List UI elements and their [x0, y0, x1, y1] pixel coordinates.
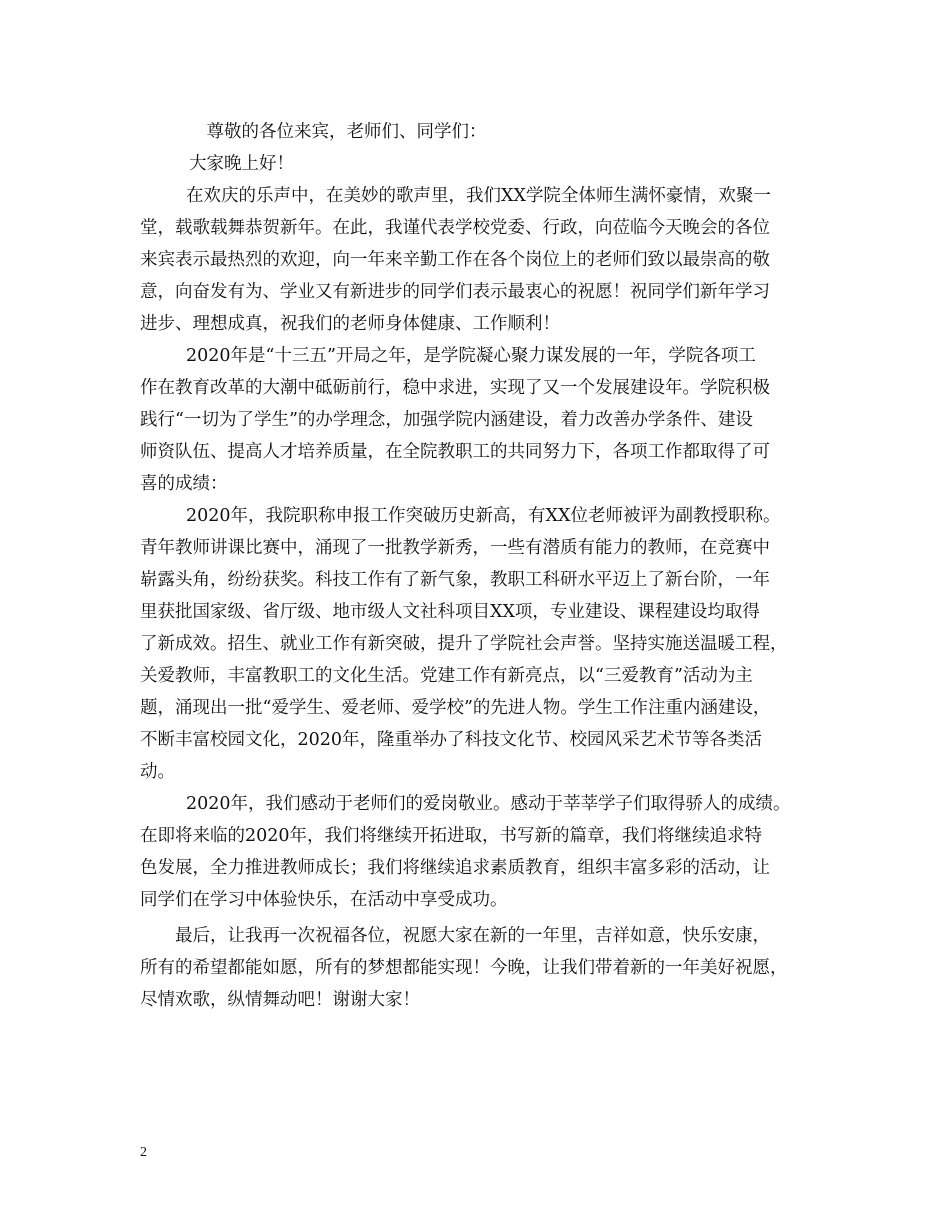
speech-body: [140, 116, 830, 1016]
greeting-line: 大家晚上好！: [189, 154, 294, 174]
paragraph-4-line-2: 在即将来临的2020年，我们将继续开拓进取，书写新的篇章，我们将继续追求特: [140, 826, 763, 846]
closing-line-1: 最后，让我再一次祝福各位，祝愿大家在新的一年里，吉祥如意，快乐安康，: [175, 926, 770, 946]
paragraph-3-line-5: 了新成效。招生、就业工作有新突破，提升了学院社会声誉。坚持实施送温暖工程，: [140, 634, 788, 654]
paragraph-3-line-3: 崭露头角，纷纷获奖。科技工作有了新气象，教职工科研水平迈上了新台阶，一年: [140, 570, 770, 590]
closing-line-3: 尽情欢歌，纵情舞动吧！谢谢大家！: [140, 990, 420, 1010]
paragraph-3-line-4: 里获批国家级、省厅级、地市级人文社科项目XX项，专业建设、课程建设均取得: [140, 602, 760, 622]
paragraph-1-line-5: 进步、理想成真，祝我们的老师身体健康、工作顺利！: [140, 314, 560, 334]
salutation-line: 尊敬的各位来宾，老师们、同学们：: [189, 122, 487, 142]
paragraph-3-line-1: 2020年，我院职称申报工作突破历史新高，有XX位老师被评为副教授职称。: [186, 506, 781, 526]
paragraph-3-line-9: 动。: [140, 762, 175, 782]
paragraph-1-line-3: 来宾表示最热烈的欢迎，向一年来辛勤工作在各个岗位上的老师们致以最崇高的敬: [140, 250, 770, 270]
paragraph-3-line-6: 关爱教师，丰富教职工的文化生活。党建工作有新亮点，以“三爱教育”活动为主: [140, 666, 753, 686]
paragraph-3-line-2: 青年教师讲课比赛中，涌现了一批教学新秀，一些有潜质有能力的教师，在竞赛中: [140, 538, 770, 558]
paragraph-3-line-7: 题，涌现出一批“爱学生、爱老师、爱学校”的先进人物。学生工作注重内涵建设，: [140, 698, 771, 718]
paragraph-1-line-4: 意，向奋发有为、学业又有新进步的同学们表示最衷心的祝愿！祝同学们新年学习: [140, 282, 770, 302]
paragraph-2-line-1: 2020年是“十三五”开局之年，是学院凝心聚力谋发展的一年，学院各项工: [186, 346, 756, 366]
paragraph-1-line-1: 在欢庆的乐声中，在美妙的歌声里，我们XX学院全体师生满怀豪情，欢聚一: [186, 186, 771, 206]
paragraph-3-line-8: 不断丰富校园文化，2020年，隆重举办了科技文化节、校园风采艺术节等各类活: [140, 730, 763, 750]
paragraph-2-line-3: 践行“一切为了学生”的办学理念，加强学院内涵建设，着力改善办学条件、建设: [140, 410, 753, 430]
paragraph-4-line-3: 色发展，全力推进教师成长；我们将继续追求素质教育，组织丰富多彩的活动，让: [140, 858, 770, 878]
paragraph-2-line-4: 师资队伍、提高人才培养质量，在全院教职工的共同努力下，各项工作都取得了可: [140, 442, 770, 462]
paragraph-2-line-2: 作在教育改革的大潮中砥砺前行，稳中求进，实现了又一个发展建设年。学院积极: [140, 378, 770, 398]
paragraph-4-line-4: 同学们在学习中体验快乐，在活动中享受成功。: [140, 890, 508, 910]
paragraph-1-line-2: 堂，载歌载舞恭贺新年。在此，我谨代表学校党委、行政，向莅临今天晚会的各位: [140, 218, 770, 238]
paragraph-4-line-1: 2020年，我们感动于老师们的爱岗敬业。感动于莘莘学子们取得骄人的成绩。: [186, 794, 791, 814]
paragraph-2-line-5: 喜的成绩：: [140, 474, 228, 494]
page-number: 2: [140, 1145, 147, 1160]
closing-line-2: 所有的希望都能如愿，所有的梦想都能实现！今晚，让我们带着新的一年美好祝愿，: [140, 958, 788, 978]
